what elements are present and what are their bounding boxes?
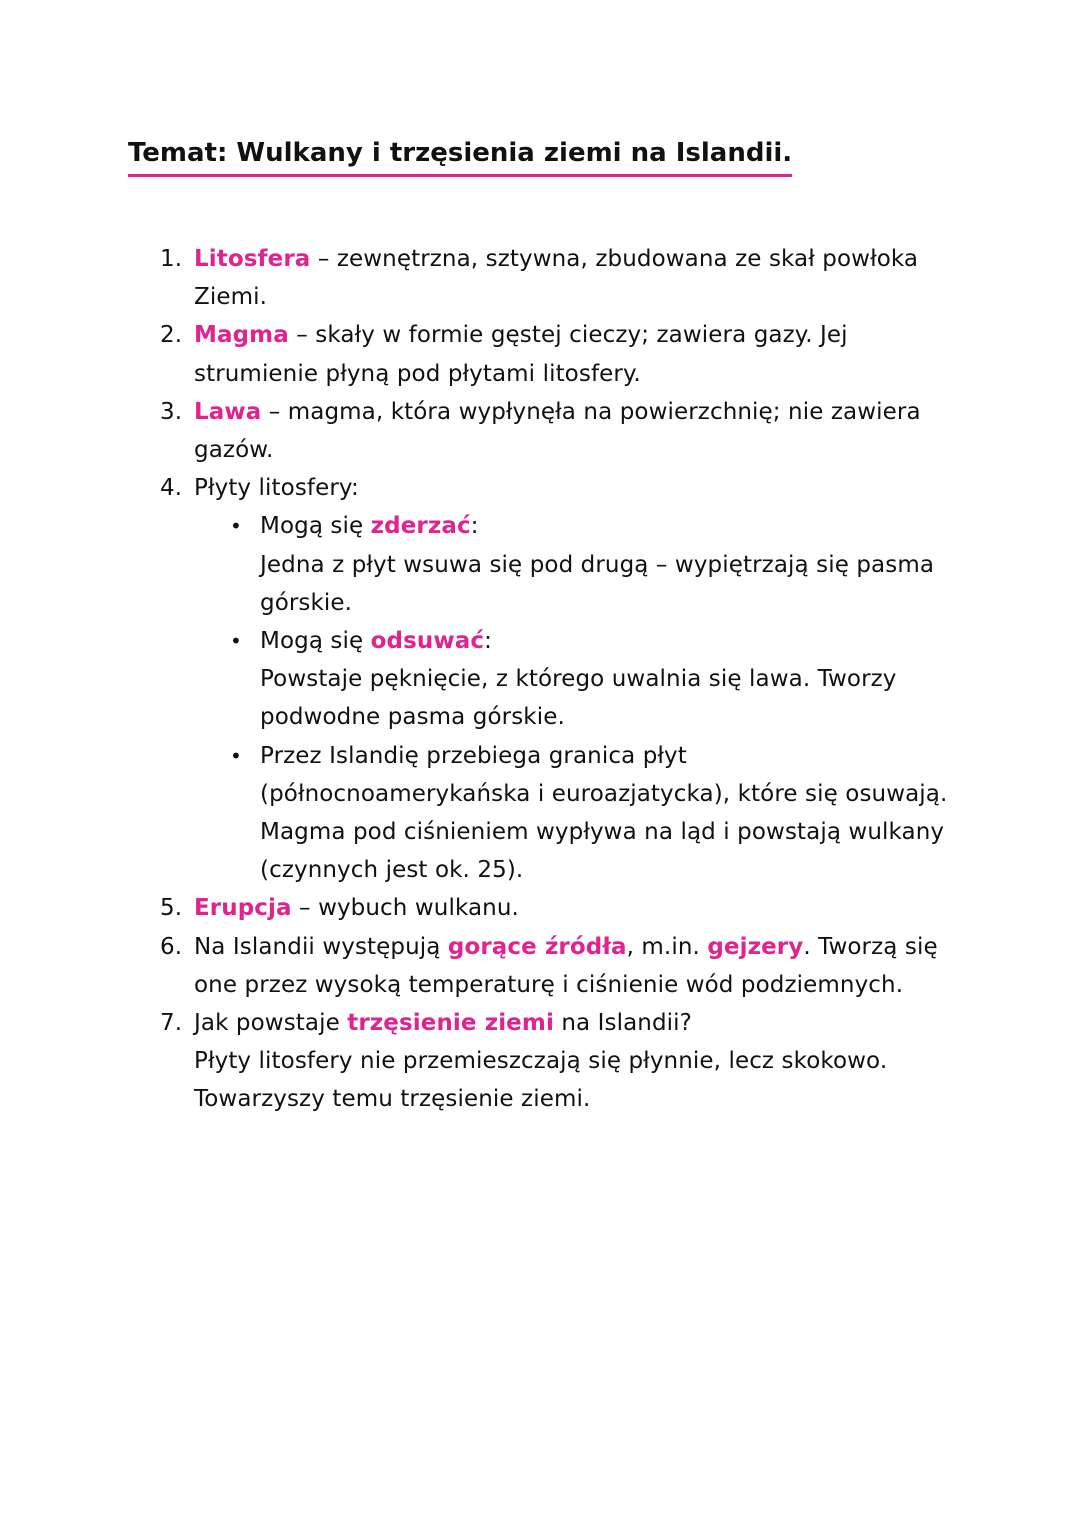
definition-text: – magma, która wypłynęła na powierzchnię; nie zawiera gazów. — [194, 398, 921, 464]
bullet-detail: Jedna z płyt wsuwa się pod drugą – wypiętrzają się pasma górskie. — [260, 551, 935, 616]
bullet-lead: Mogą się — [260, 513, 371, 540]
bullet-icon: • — [230, 514, 242, 539]
term-erupcja: Erupcja — [194, 895, 292, 922]
term-gejzery: gejzery — [707, 933, 804, 960]
question-tail: na Islandii? — [553, 1010, 692, 1037]
definition-text: – skały w formie gęstej cieczy; zawiera gazy. Jej strumienie płyną pod płytami litosfery. — [194, 322, 848, 387]
text-part: , m.in. — [626, 933, 708, 960]
item-number: 7. — [160, 1010, 183, 1037]
term-gorace-zrodla: gorące źródła — [447, 933, 627, 960]
item-number: 5. — [160, 895, 183, 922]
answer-text: Płyty litosfery nie przemieszczają się płynnie, lecz skokowo. Towarzyszy temu trzęsienie ziemi. — [194, 1048, 888, 1113]
text-part: Na Islandii występują — [194, 933, 448, 960]
term-litosfera: Litosfera — [194, 246, 311, 272]
item-number: 4. — [160, 475, 183, 502]
bullet-icon: • — [230, 743, 242, 768]
question-lead: Jak powstaje — [194, 1010, 348, 1037]
item-number: 2. — [160, 322, 183, 349]
bullet-detail: Powstaje pęknięcie, z którego uwalnia się lawa. Tworzy podwodne pasma górskie. — [260, 666, 897, 731]
bullet-icon: • — [230, 629, 242, 654]
bullet-text: Przez Islandię przebiega granica płyt (północnoamerykańska i euroazjatycka), które się osuwają. Magma pod ciśnieniem wypływa na ląd i powstają wulkany (czynnych jest ok. 25). — [260, 742, 948, 884]
definition-text: – wybuch wulkanu. — [291, 895, 519, 922]
list-item-erupcja — [160, 889, 960, 927]
item-number: 3. — [160, 398, 183, 425]
term-trzesienie-ziemi: trzęsienie ziemi — [347, 1010, 554, 1037]
notes-list — [160, 240, 960, 1119]
bullet-item-zderzac — [194, 507, 960, 622]
list-item-magma — [160, 316, 960, 392]
bullet-tail: : — [470, 513, 479, 540]
term-lawa: Lawa — [194, 398, 262, 425]
item-number: 6. — [160, 933, 183, 960]
text-part: . Tworzą się one przez wysoką temperaturę i ciśnienie wód podziemnych. — [194, 933, 938, 998]
bullet-list — [194, 507, 960, 889]
bullet-item-islandia — [194, 737, 960, 890]
term-zderzac: zderzać — [370, 513, 471, 540]
list-item-gorace-zrodla — [160, 928, 960, 1004]
item-number: 1. — [160, 246, 183, 272]
item-heading: Płyty litosfery: — [194, 475, 359, 502]
bullet-lead: Mogą się — [260, 628, 371, 655]
term-magma: Magma — [194, 322, 289, 349]
list-item-litosfera — [160, 240, 960, 316]
list-item-lawa — [160, 393, 960, 469]
list-item-plyty-litosfery — [160, 469, 960, 889]
term-odsuwac: odsuwać — [370, 628, 485, 655]
bullet-tail: : — [484, 628, 492, 655]
page-title: Temat: Wulkany i trzęsienia ziemi na Islandii. — [128, 134, 792, 177]
definition-text: – zewnętrzna, sztywna, zbudowana ze skał powłoka Ziemi. — [194, 246, 919, 311]
bullet-item-odsuwac — [194, 622, 960, 737]
list-item-trzesienie-ziemi — [160, 1004, 960, 1119]
